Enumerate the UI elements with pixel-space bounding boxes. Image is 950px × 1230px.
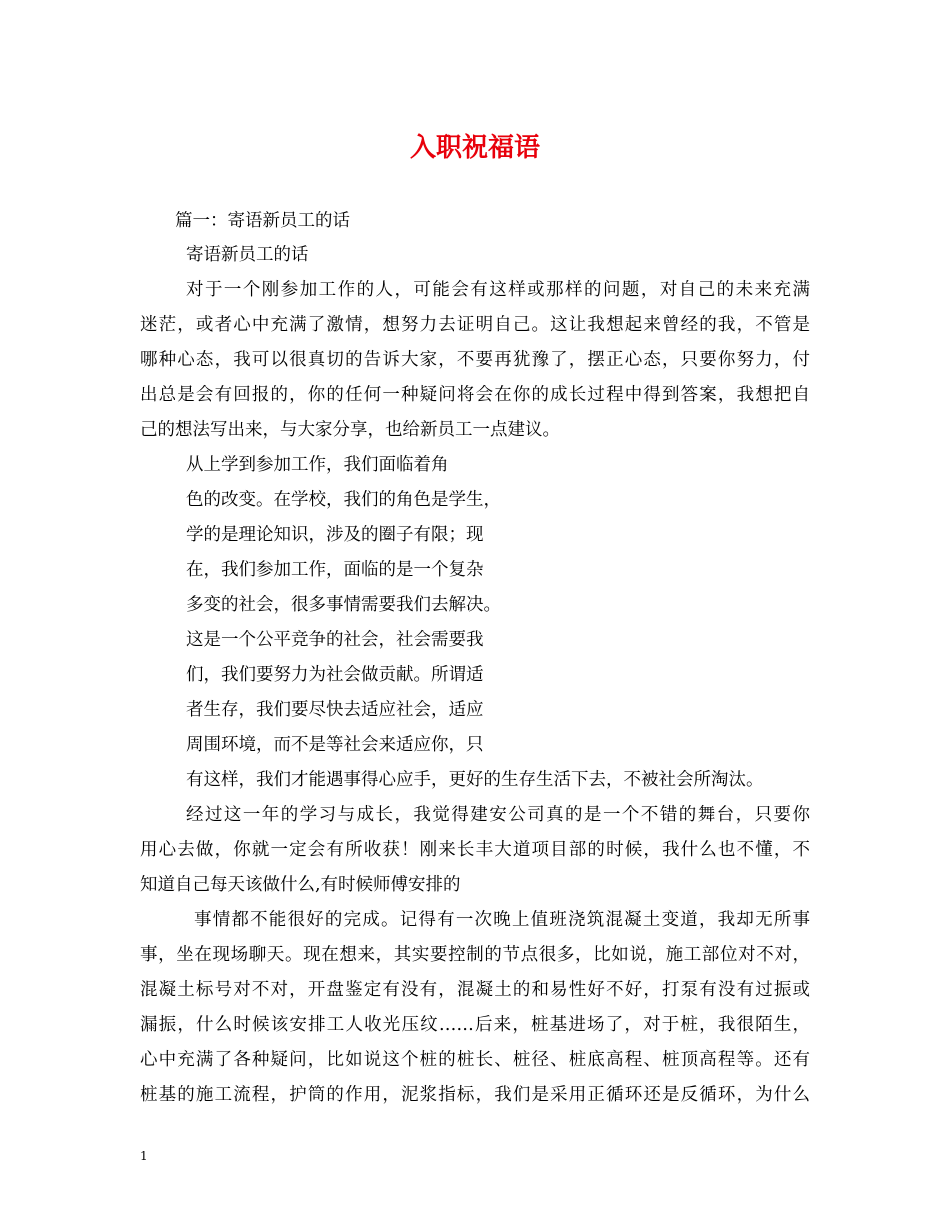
document-title: 入职祝福语 [409,133,540,163]
paragraph-line: 在，我们参加工作，面临的是一个复杂 [186,560,484,580]
paragraph-line: 有这样，我们才能遇事得心应手，更好的生存生活下去，不被社会所淘汰。 [186,770,764,790]
paragraph-line: 出总是会有回报的，你的任何一种疑问将会在你的成长过程中得到答案，我想把自 [140,385,810,405]
paragraph-line: 学的是理论知识，涉及的圈子有限；现 [186,525,484,545]
paragraph-line: 多变的社会，很多事情需要我们去解决。 [186,595,501,615]
paragraph-line: 色的改变。在学校，我们的角色是学生， [186,490,501,510]
paragraph-line: 者生存，我们要尽快去适应社会，适应 [186,700,484,720]
paragraph-line: 事，坐在现场聊天。现在想来，其实要控制的节点很多，比如说，施工部位对不对， [140,945,810,965]
paragraph-line: 从上学到参加工作，我们面临着角 [186,455,449,475]
page-number: 1 [140,1149,148,1163]
paragraph-line: 知道自己每天该做什么,有时候师傅安排的 [140,875,461,895]
paragraph-line: 桩基的施工流程，护筒的作用，泥浆指标，我们是采用正循环还是反循环，为什么 [140,1085,810,1105]
section-heading: 篇一：寄语新员工的话 [175,211,350,231]
paragraph-line: 这是一个公平竞争的社会，社会需要我 [186,630,484,650]
paragraph-line: 事情都不能很好的完成。记得有一次晚上值班浇筑混凝土变道，我却无所事 [194,910,810,930]
paragraph-line: 漏振，什么时候该安排工人收光压纹……后来，桩基进场了，对于桩，我很陌生， [140,1015,810,1035]
paragraph-line: 迷茫，或者心中充满了激情，想努力去证明自己。这让我想起来曾经的我，不管是 [140,315,810,335]
paragraph-line: 周围环境，而不是等社会来适应你，只 [186,735,484,755]
paragraph-line: 己的想法写出来，与大家分享，也给新员工一点建议。 [140,420,560,440]
paragraph-line: 心中充满了各种疑问，比如说这个桩的桩长、桩径、桩底高程、桩顶高程等。还有 [140,1050,810,1070]
paragraph-line: 混凝土标号对不对，开盘鉴定有没有，混凝土的和易性好不好，打泵有没有过振或 [140,980,810,1000]
subheading: 寄语新员工的话 [186,245,309,265]
paragraph-line: 用心去做，你就一定会有所收获！刚来长丰大道项目部的时候，我什么也不懂，不 [140,840,810,860]
paragraph-line: 对于一个刚参加工作的人，可能会有这样或那样的问题，对自己的未来充满 [186,280,810,300]
paragraph-line: 经过这一年的学习与成长，我觉得建安公司真的是一个不错的舞台，只要你 [186,805,810,825]
paragraph-line: 们，我们要努力为社会做贡献。所谓适 [186,665,484,685]
paragraph-line: 哪种心态，我可以很真切的告诉大家，不要再犹豫了，摆正心态，只要你努力，付 [140,350,810,370]
